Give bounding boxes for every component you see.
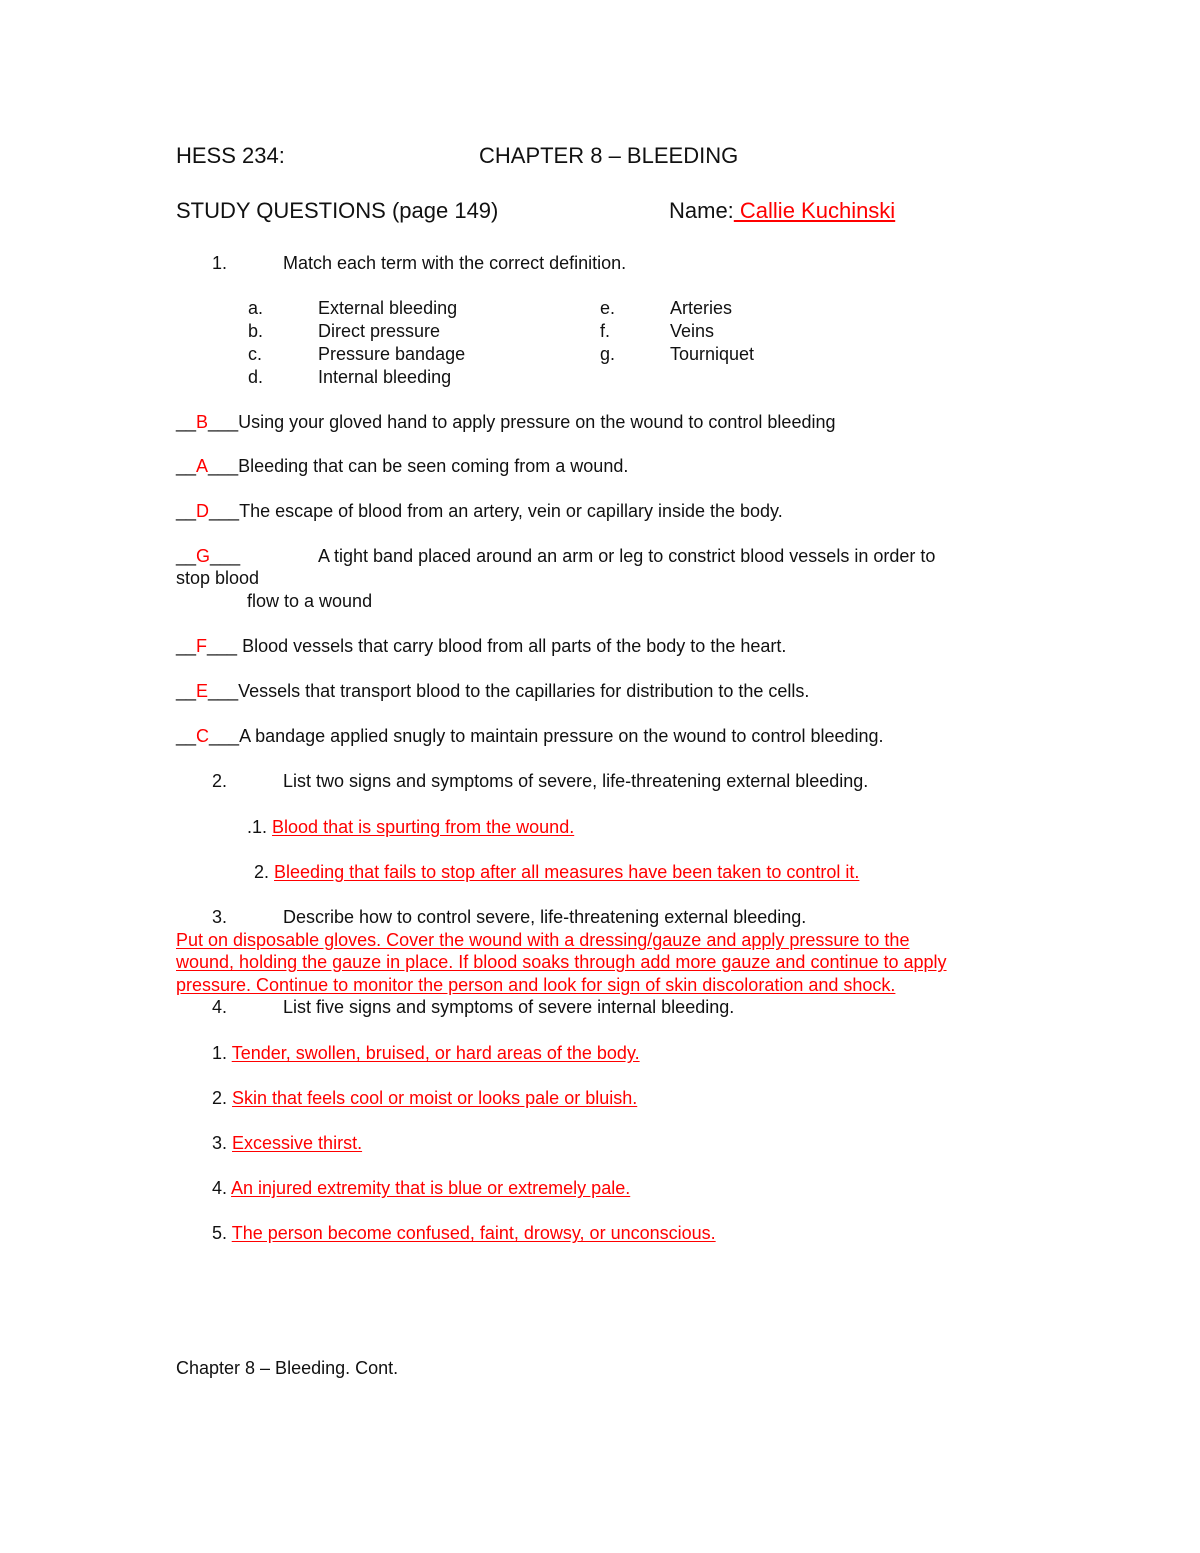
answer-blank: __C___ [176, 726, 240, 746]
answer-paragraph-line: Put on disposable gloves. Cover the wound with a dressing/gauze and apply pressure to the [176, 930, 910, 950]
answer-number: 2. [254, 862, 270, 882]
answer-item [212, 1222, 716, 1244]
continued-heading: Chapter 8 – Bleeding. Cont. [176, 1358, 399, 1378]
question-2-number: 2. [212, 771, 228, 791]
answer-text: Bleeding that fails to stop after all measures have been taken to control it. [274, 862, 860, 882]
answer-item [212, 1177, 630, 1199]
answer-text: Skin that feels cool or moist or looks pale or bluish. [232, 1088, 638, 1108]
match-row [176, 411, 836, 433]
term-item: Arteries [670, 298, 733, 318]
answer-item [212, 1132, 362, 1154]
match-definition: A tight band placed around an arm or leg to constrict blood vessels in order to [318, 546, 936, 566]
course-code: HESS 234: [176, 143, 285, 168]
term-item: Direct pressure [318, 321, 441, 341]
question-3-number: 3. [212, 907, 228, 927]
match-answer: C [196, 726, 210, 746]
name-label: Name: [669, 198, 734, 223]
match-row [176, 545, 240, 567]
answer-number: .1. [247, 817, 268, 837]
answer-number: 3. [212, 1133, 228, 1153]
answer-number: 5. [212, 1223, 228, 1243]
answer-blank: __D___ [176, 501, 240, 521]
answer-blank: __A___ [176, 456, 239, 476]
match-definition-continued: flow to a wound [247, 591, 373, 611]
term-letter: f. [600, 321, 611, 341]
answer-item [212, 1042, 640, 1064]
answer-paragraph-line: pressure. Continue to monitor the person and look for sign of skin discoloration and shock. [176, 975, 896, 995]
match-definition: Using your gloved hand to apply pressure on the wound to control bleeding [238, 412, 836, 432]
match-answer: G [196, 546, 211, 566]
term-letter: c. [248, 344, 263, 364]
answer-blank: __B___ [176, 412, 239, 432]
term-item: Pressure bandage [318, 344, 466, 364]
answer-blank: __F___ [176, 636, 238, 656]
match-answer: B [196, 412, 209, 432]
answer-number: 4. [212, 1178, 228, 1198]
answer-item [254, 861, 859, 883]
match-answer: F [196, 636, 208, 656]
match-definition: Vessels that transport blood to the capillaries for distribution to the cells. [238, 681, 810, 701]
answer-blank: __E___ [176, 681, 239, 701]
term-letter: d. [248, 367, 264, 387]
term-letter: b. [248, 321, 264, 341]
match-row [176, 680, 809, 702]
term-item: Internal bleeding [318, 367, 452, 387]
match-definition: Bleeding that can be seen coming from a wound. [238, 456, 629, 476]
term-letter: g. [600, 344, 616, 364]
study-questions-heading: STUDY QUESTIONS (page 149) [176, 198, 499, 223]
student-name: Callie Kuchinski [733, 198, 896, 223]
match-answer: D [196, 501, 210, 521]
term-letter: a. [248, 298, 264, 318]
answer-text: Excessive thirst. [232, 1133, 363, 1153]
question-1-prompt: Match each term with the correct definition. [283, 253, 627, 273]
answer-text: An injured extremity that is blue or extremely pale. [231, 1178, 631, 1198]
match-row [176, 725, 884, 747]
name-field [669, 198, 895, 224]
answer-number: 2. [212, 1088, 228, 1108]
answer-item [247, 816, 574, 838]
answer-text: The person become confused, faint, drowsy, or unconscious. [231, 1223, 716, 1243]
answer-text: Blood that is spurting from the wound. [272, 817, 575, 837]
match-answer: E [196, 681, 209, 701]
match-definition: The escape of blood from an artery, vein or capillary inside the body. [239, 501, 783, 521]
match-definition-wrap: stop blood [176, 568, 260, 588]
match-row [176, 455, 628, 477]
match-row [176, 635, 786, 657]
match-answer: A [196, 456, 209, 476]
question-4-prompt: List five signs and symptoms of severe internal bleeding. [283, 997, 735, 1017]
term-item: External bleeding [318, 298, 458, 318]
answer-text: Tender, swollen, bruised, or hard areas of the body. [231, 1043, 640, 1063]
term-item: Tourniquet [670, 344, 755, 364]
answer-paragraph-line: wound, holding the gauze in place. If blood soaks through add more gauze and continue to apply [176, 952, 947, 972]
answer-number: 1. [212, 1043, 228, 1063]
answer-item [212, 1087, 637, 1109]
question-1-number: 1. [212, 253, 228, 273]
match-definition: Blood vessels that carry blood from all parts of the body to the heart. [237, 636, 787, 656]
term-letter: e. [600, 298, 616, 318]
term-item: Veins [670, 321, 715, 341]
question-3-prompt: Describe how to control severe, life-threatening external bleeding. [283, 907, 807, 927]
answer-blank: __G___ [176, 546, 241, 566]
match-row [176, 500, 783, 522]
chapter-title: CHAPTER 8 – BLEEDING [479, 143, 739, 168]
match-definition: A bandage applied snugly to maintain pressure on the wound to control bleeding. [239, 726, 884, 746]
question-2-prompt: List two signs and symptoms of severe, life-threatening external bleeding. [283, 771, 869, 791]
question-4-number: 4. [212, 997, 228, 1017]
